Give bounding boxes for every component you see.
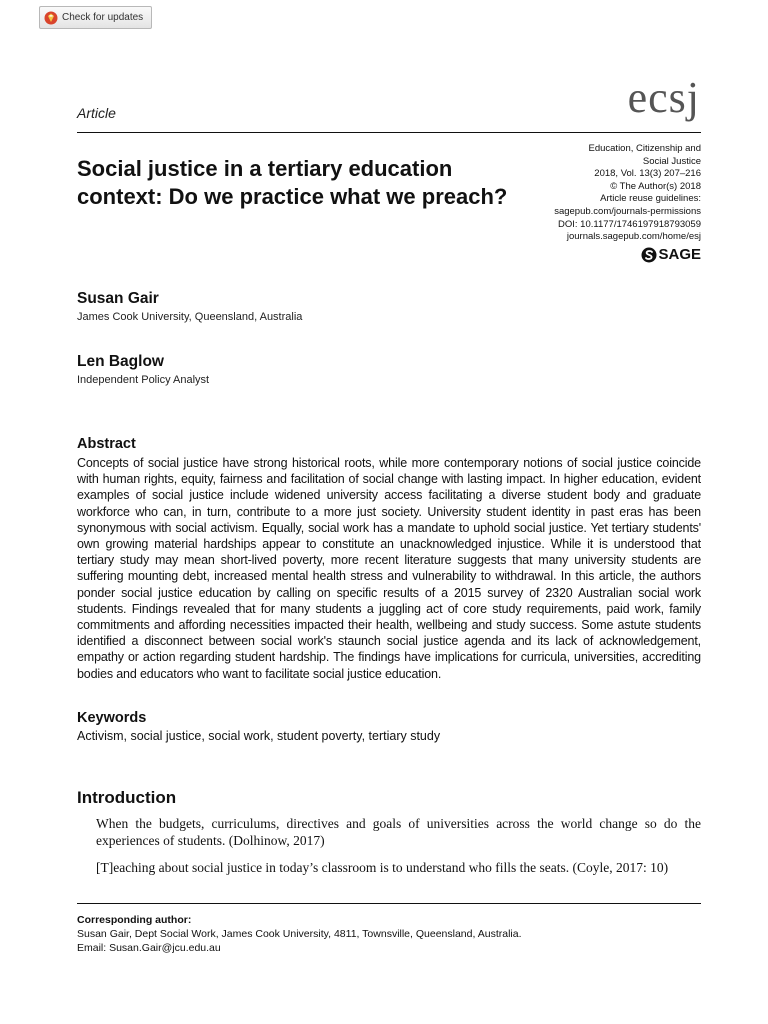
footnote-divider xyxy=(77,903,701,904)
corresponding-author-block xyxy=(77,913,522,955)
doi-link[interactable]: DOI: 10.1177/1746197918793059 xyxy=(558,218,701,230)
author-name-2: Len Baglow xyxy=(77,353,164,370)
author-affiliation-2: Independent Policy Analyst xyxy=(77,374,210,386)
journal-homepage-link[interactable]: journals.sagepub.com/home/esj xyxy=(566,231,701,243)
corresponding-author-address: Susan Gair, Dept Social Work, James Cook University, 4811, Townsville, Queensland, Australia. xyxy=(77,928,522,940)
corresponding-author-email[interactable]: Email: Susan.Gair@jcu.edu.au xyxy=(77,942,221,954)
crossmark-icon xyxy=(44,11,58,25)
journal-name-line2: Social Justice xyxy=(642,155,701,167)
author-name-1: Susan Gair xyxy=(77,290,159,307)
volume-info: 2018, Vol. 13(3) 207–216 xyxy=(594,168,701,180)
abstract-heading: Abstract xyxy=(77,436,136,452)
article-type-label: Article xyxy=(77,105,116,121)
header-divider xyxy=(77,132,701,133)
article-title: Social justice in a tertiary education context: Do we practice what we preach? xyxy=(77,156,508,209)
keywords-text: Activism, social justice, social work, student poverty, tertiary study xyxy=(77,729,441,743)
epigraph-quote-1: When the budgets, curriculums, directives and goals of universities across the world change so do the experiences of students. (Dolhinow, 2017) xyxy=(96,816,701,848)
check-for-updates-label: Check for updates xyxy=(62,12,144,23)
epigraph-quote-2: [T]eaching about social justice in today’s classroom is to understand who fills the seats. (Coyle, 2017: 10) xyxy=(96,860,669,875)
introduction-heading: Introduction xyxy=(77,788,177,807)
reuse-guidelines-label: Article reuse guidelines: xyxy=(600,193,701,205)
journal-logo: ecsj xyxy=(627,73,700,122)
reuse-guidelines-link[interactable]: sagepub.com/journals-permissions xyxy=(554,205,701,217)
keywords-heading: Keywords xyxy=(77,710,147,726)
copyright-notice: © The Author(s) 2018 xyxy=(610,180,701,192)
abstract-text: Concepts of social justice have strong historical roots, while more contemporary notions of social justice coincide with human rights, equity, fairness and facilitation of social change with lasting impact. In higher education, evident examples of social justice include widened university access facilitating a diverse student body and graduate workforce who can, in turn, contribute to a more just society. University student identity in past eras has been synonymous with social activism. Equally, social work has a mandate to uphold social justice. Yet tertiary students' own growing material hardships appear to constitute an unacknowledged injustice. While it is understood that tertiary study may mean short-lived poverty, more recent literature suggests that many university students are suffering mounting debt, increased mental health stress and vulnerability to withdrawal. In this article, the authors ponder social justice education by calling on specific results of a 2015 survey of 2320 Australian social work students. Findings revealed that for many students a juggling act of core study requirements, paid work, family commitments and affording necessities impacted their health, wellbeing and study success. Some astute students identified a disconnect between social work's staunch social justice agenda and its lack of acknowledgement, empathy or action regarding student hardship. The findings have implications for curricula, universities, accrediting bodies and educators who want to facilitate social justice education. xyxy=(77,456,701,681)
journal-name-line1: Education, Citizenship and xyxy=(588,143,701,154)
check-for-updates-button[interactable] xyxy=(39,6,152,29)
sage-s-icon xyxy=(641,247,657,263)
publisher-name: SAGE xyxy=(658,246,701,263)
journal-metadata xyxy=(501,143,701,244)
author-affiliation-1: James Cook University, Queensland, Australia xyxy=(77,311,303,323)
publisher-logo xyxy=(641,246,701,263)
corresponding-author-heading: Corresponding author: xyxy=(77,914,192,926)
